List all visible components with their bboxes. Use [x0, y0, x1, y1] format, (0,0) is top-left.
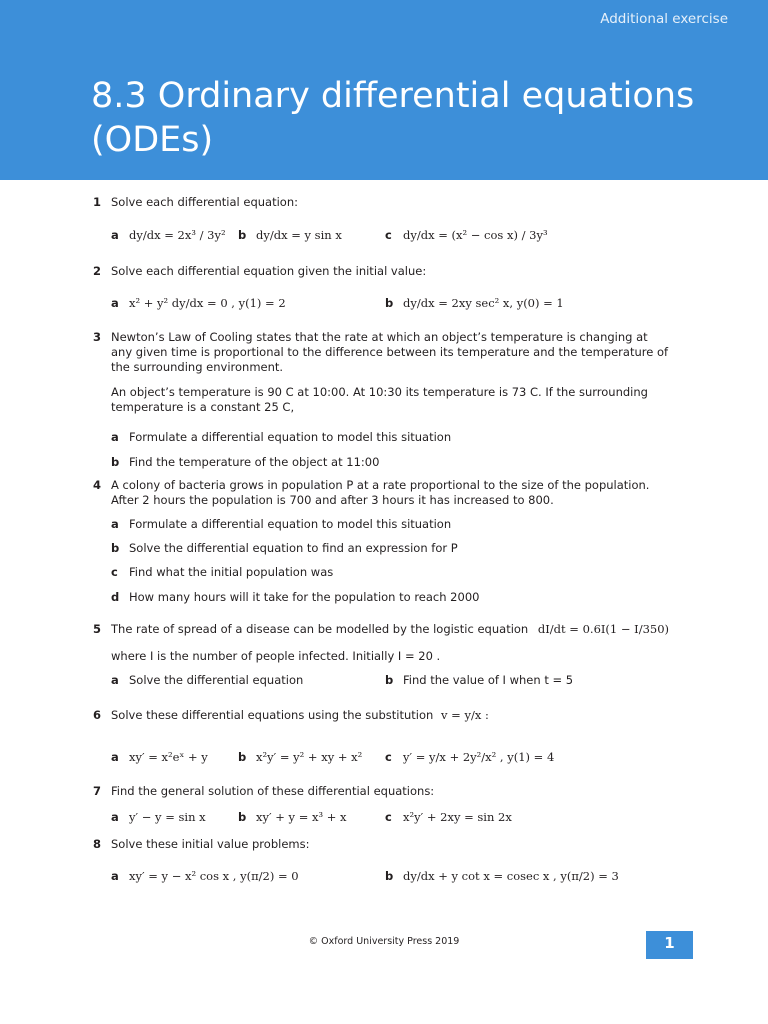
part-letter: a [111, 296, 119, 310]
part-letter: b [238, 750, 247, 764]
question-6 [93, 708, 489, 723]
part-text: Find what the initial population was [129, 565, 334, 579]
question-5-part-b [385, 673, 573, 688]
part-letter: b [238, 228, 247, 242]
question-7-part-a [111, 810, 206, 825]
part-letter: a [111, 750, 119, 764]
part-letter: a [111, 228, 119, 242]
question-4-part-d [111, 590, 479, 605]
header-banner [0, 0, 768, 180]
question-7-part-b [238, 810, 347, 825]
question-1-part-b [238, 228, 342, 243]
part-letter: a [111, 673, 119, 687]
part-letter: b [385, 673, 394, 687]
part-letter: c [111, 565, 118, 579]
question-number: 6 [93, 708, 102, 722]
part-letter: d [111, 590, 120, 604]
question-5 [93, 622, 669, 637]
question-5-context: where I is the number of people infected. Initially I = 20 . [111, 649, 441, 663]
question-text: Newton’s Law of Cooling states that the rate at which an object’s temperature is changing at any given time is proportional to the difference between its temperature and the temperature of the surrounding environment. [111, 330, 669, 374]
part-equation: xy′ + y = x³ + x [256, 810, 347, 824]
part-text: How many hours will it take for the population to reach 2000 [129, 590, 480, 604]
question-3-context: An object’s temperature is 90 C at 10:00. At 10:30 its temperature is 73 C. If the surrounding temperature is a constant 25 C, [111, 385, 648, 414]
part-letter: b [385, 296, 394, 310]
part-equation: dy/dx = y sin x [256, 228, 342, 242]
question-4-part-b [111, 541, 458, 556]
page-number-badge: 1 [646, 931, 693, 959]
question-text: Find the general solution of these differential equations: [111, 784, 435, 798]
question-number: 3 [93, 330, 102, 344]
part-letter: a [111, 430, 119, 444]
part-equation: x²y′ + 2xy = sin 2x [403, 810, 512, 824]
question-2-part-a [111, 296, 286, 311]
question-number: 1 [93, 195, 102, 209]
part-letter: b [111, 455, 120, 469]
part-text: Find the value of I when t = 5 [403, 673, 574, 687]
page-title: 8.3 Ordinary differential equations (ODEs) [91, 76, 695, 160]
part-letter: b [238, 810, 247, 824]
part-equation: y′ − y = sin x [129, 810, 206, 824]
question-8-part-b [385, 869, 619, 884]
question-text: Solve each differential equation given the initial value: [111, 264, 427, 278]
part-equation: dy/dx = 2x³ / 3y² [129, 228, 226, 242]
part-equation: y′ = y/x + 2y²/x² , y(1) = 4 [403, 750, 555, 764]
part-equation: x²y′ = y² + xy + x² [256, 750, 363, 764]
question-6-part-c [385, 750, 554, 765]
part-letter: c [385, 810, 392, 824]
part-text: Find the temperature of the object at 11:00 [129, 455, 380, 469]
part-letter: a [111, 517, 119, 531]
copyright-notice: © Oxford University Press 2019 [308, 936, 460, 947]
part-text: Solve the differential equation to find an expression for P [129, 541, 458, 555]
part-letter: a [111, 869, 119, 883]
part-equation: dy/dx + y cot x = cosec x , y(π/2) = 3 [403, 869, 619, 883]
question-4-part-a [111, 517, 451, 532]
question-number: 5 [93, 622, 102, 636]
substitution: v = y/x : [441, 708, 489, 722]
part-text: Solve the differential equation [129, 673, 304, 687]
question-3-part-a [111, 430, 451, 445]
part-letter: b [385, 869, 394, 883]
part-text: Formulate a differential equation to model this situation [129, 517, 452, 531]
part-letter: c [385, 750, 392, 764]
logistic-equation: dI/dt = 0.6I(1 − I/350) [537, 622, 670, 636]
question-8-part-a [111, 869, 299, 884]
question-6-part-b [238, 750, 362, 765]
section-label: Additional exercise [600, 11, 728, 27]
part-letter: a [111, 810, 119, 824]
question-text: The rate of spread of a disease can be modelled by the logistic equation [111, 622, 529, 636]
part-equation: dy/dx = (x² − cos x) / 3y³ [403, 228, 548, 242]
part-letter: b [111, 541, 120, 555]
part-equation: dy/dx = 2xy sec² x, y(0) = 1 [403, 296, 564, 310]
question-number: 4 [93, 478, 102, 492]
question-number: 8 [93, 837, 102, 851]
question-text: Solve each differential equation: [111, 195, 299, 209]
question-text: A colony of bacteria grows in population P at a rate proportional to the size of the population. After 2 hours the population is 700 and after 3 hours it has increased to 800. [111, 478, 650, 507]
part-equation: xy′ = y − x² cos x , y(π/2) = 0 [129, 869, 299, 883]
question-1-part-c [385, 228, 548, 243]
question-5-part-a [111, 673, 303, 688]
question-6-part-a [111, 750, 208, 765]
question-3-part-b [111, 455, 379, 470]
question-2-part-b [385, 296, 564, 311]
question-7-part-c [385, 810, 512, 825]
question-1-part-a [111, 228, 226, 243]
part-equation: xy′ = x²eˣ + y [129, 750, 208, 764]
part-equation: x² + y² dy/dx = 0 , y(1) = 2 [129, 296, 286, 310]
question-number: 2 [93, 264, 102, 278]
question-number: 7 [93, 784, 102, 798]
part-letter: c [385, 228, 392, 242]
question-text: Solve these initial value problems: [111, 837, 310, 851]
part-text: Formulate a differential equation to model this situation [129, 430, 452, 444]
question-text: Solve these differential equations using the substitution [111, 708, 434, 722]
question-4-part-c [111, 565, 333, 580]
